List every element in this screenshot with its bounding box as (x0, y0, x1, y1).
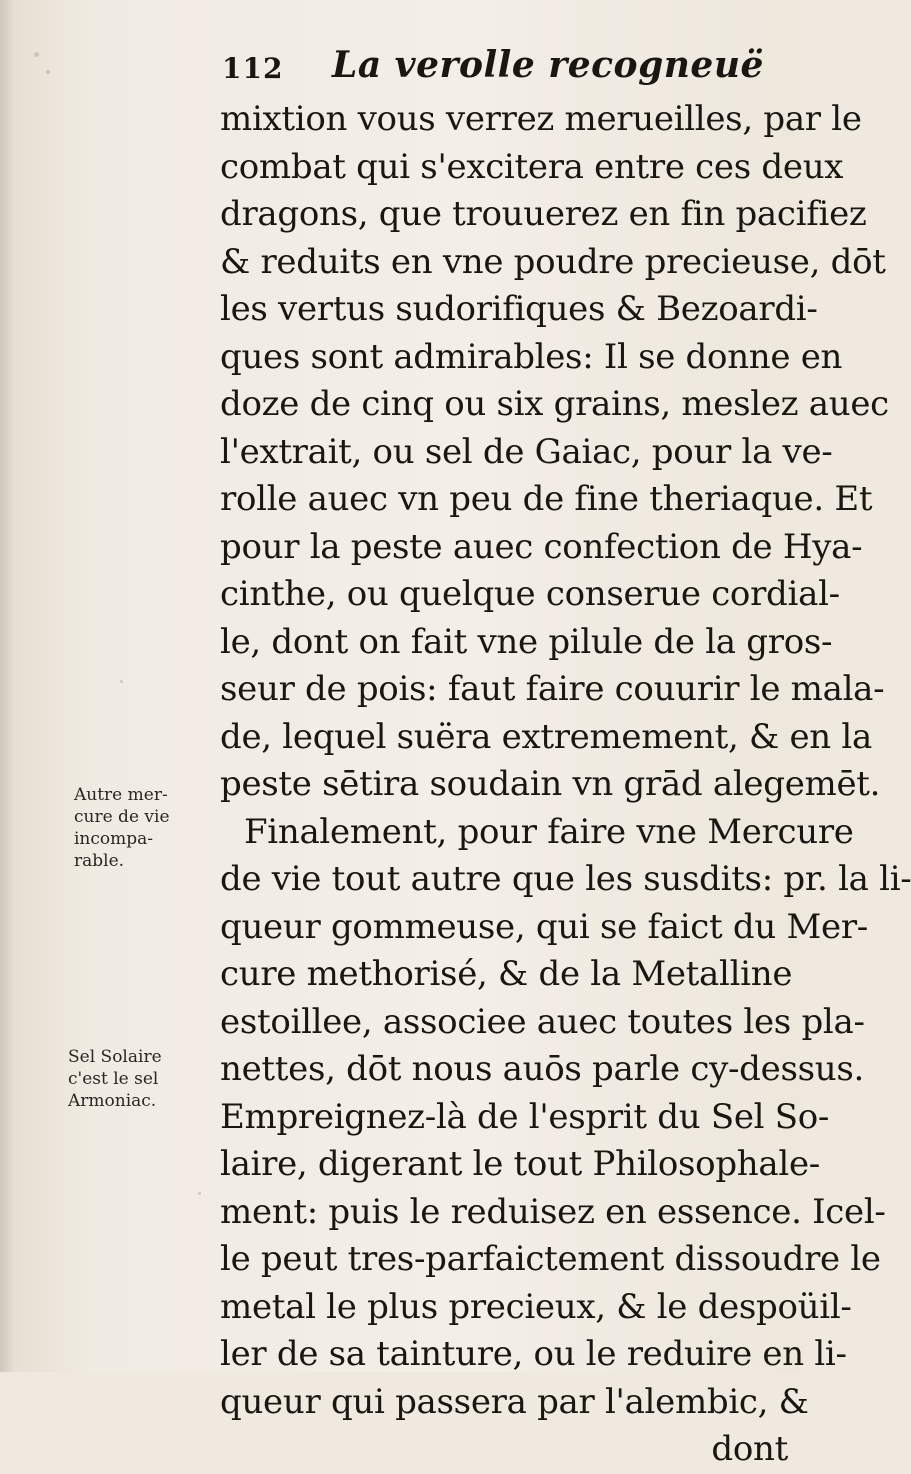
text-line: pour la peste auec confection de Hya- (220, 526, 863, 567)
text-line: combat qui s'excitera entre ces deux (220, 146, 844, 187)
page-header (222, 44, 782, 92)
text-line: peste sētira soudain vn grād alegemēt. (220, 764, 881, 804)
text-line: le, dont on fait vne pilule de la gros- (220, 621, 833, 662)
text-line: seur de pois: faut faire couurir le mala- (220, 669, 885, 709)
text-line: mixtion vous verrez merueilles, par le (220, 99, 862, 139)
marginal-note-mercure (74, 784, 214, 872)
text-line: & reduits en vne poudre precieuse, dōt (220, 241, 886, 282)
text-line: Empreignez-là de l'esprit du Sel So- (220, 1096, 830, 1137)
paper-speck (34, 52, 39, 57)
page-number: 112 (222, 52, 284, 85)
text-line: estoillee, associee auec toutes les pla- (220, 1001, 865, 1042)
text-line: de, lequel suëra extremement, & en la (220, 716, 872, 757)
catchword: dont (711, 1429, 788, 1469)
text-line: cinthe, ou quelque conserue cordial- (220, 574, 840, 614)
note-line: incompa- (74, 829, 154, 849)
text-line: rolle auec vn peu de fine theriaque. Et (220, 479, 873, 519)
paper-speck (46, 70, 50, 74)
marginal-note-sel-solaire (68, 1046, 208, 1112)
text-line: l'extrait, ou sel de Gaiac, pour la ve- (220, 431, 833, 472)
main-text-block (220, 96, 911, 1474)
text-line: nettes, dōt nous auōs parle cy-dessus. (220, 1049, 865, 1089)
text-line: le peut tres-parfaictement dissoudre le (220, 1239, 881, 1279)
text-line: dragons, que trouuerez en fin pacifiez (220, 194, 867, 234)
running-title: La verolle recogneuë (332, 44, 764, 86)
text-line: doze de cinq ou six grains, meslez auec (220, 384, 889, 424)
text-line: les vertus sudorifiques & Bezoardi- (220, 289, 818, 329)
paragraph-start-line: Finalement, pour faire vne Mercure (244, 811, 854, 852)
text-line: ler de sa tainture, ou le reduire en li- (220, 1334, 847, 1374)
text-line: de vie tout autre que les susdits: pr. la li- (220, 859, 911, 899)
text-line: laire, digerant le tout Philosophale- (220, 1144, 820, 1184)
note-line: rable. (74, 851, 125, 871)
text-line: ques sont admirables: Il se donne en (220, 336, 843, 377)
paper-speck (120, 680, 123, 683)
text-line: queur gommeuse, qui se faict du Mer- (220, 906, 868, 947)
text-line: ment: puis le reduisez en essence. Icel- (220, 1191, 886, 1232)
text-line: queur qui passera par l'alembic, & (220, 1381, 809, 1422)
text-line: metal le plus precieux, & le despoüil- (220, 1286, 852, 1327)
paper-speck (198, 1192, 201, 1195)
note-line: Autre mer- (74, 785, 168, 805)
text-line: cure methorisé, & de la Metalline (220, 954, 793, 994)
note-line: Sel Solaire (68, 1047, 162, 1067)
note-line: c'est le sel (68, 1069, 159, 1089)
note-line: Armoniac. (68, 1091, 157, 1111)
note-line: cure de vie (74, 807, 170, 827)
